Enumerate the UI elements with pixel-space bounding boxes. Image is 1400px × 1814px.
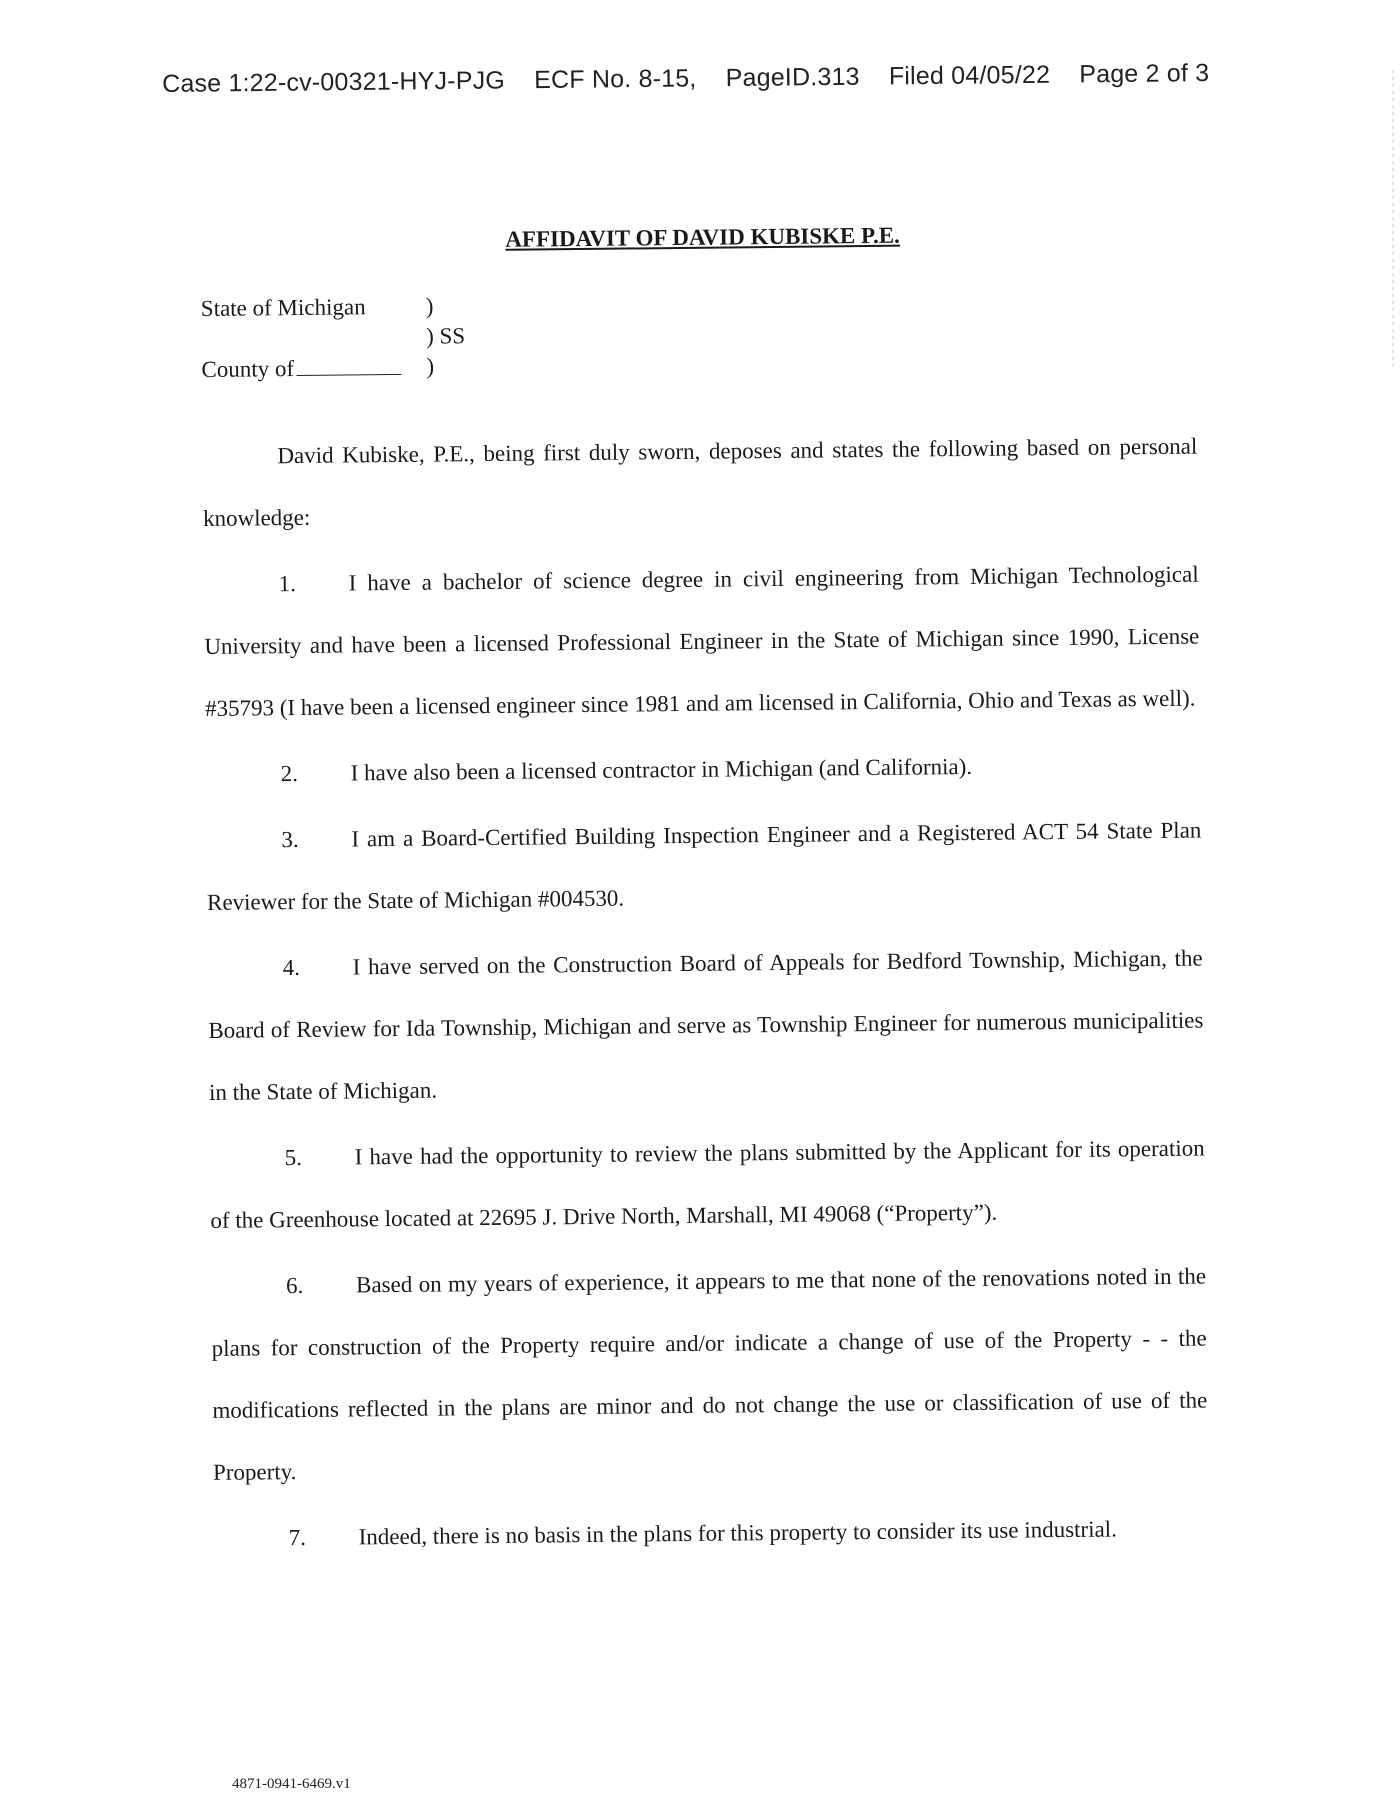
document-title: AFFIDAVIT OF DAVID KUBISKE P.E.	[505, 222, 900, 252]
paragraph-1	[203, 544, 1200, 740]
affidavit-body	[200, 220, 1209, 1574]
venue-state: State of Michigan	[200, 294, 366, 321]
county-blank-line	[296, 354, 401, 376]
paragraph-number: 2.	[280, 761, 299, 787]
page-id: PageID.313	[725, 62, 860, 93]
paragraph-7	[213, 1498, 1209, 1570]
venue-paren-close: )	[426, 353, 435, 379]
venue-county-label: County of	[201, 356, 295, 382]
venue-paren-open: )	[425, 293, 434, 319]
paragraph-text: I have a bachelor of science degree in civil engineering from Michigan Technological University and have been a licensed Professional Engineer in the State of Michigan since 1990, License #35793 (I have been a licensed engineer since 1981 and am licensed in California, Ohio and Texas as well).	[204, 561, 1200, 721]
page-number: Page 2 of 3	[1079, 59, 1210, 89]
paragraph-5	[209, 1118, 1205, 1252]
scan-edge-artifact	[1392, 70, 1394, 370]
paragraph-3	[206, 800, 1202, 934]
paragraph-number: 4.	[282, 954, 301, 981]
paragraph-6	[211, 1246, 1209, 1504]
paragraph-text: I have had the opportunity to review the plans submitted by the Applicant for its operation of the Greenhouse located at 22695 J. Drive North, Marshall, MI 49068 (“Property”).	[210, 1135, 1205, 1233]
venue-county	[201, 354, 401, 383]
paragraph-text: I have also been a licensed contractor in Michigan (and California).	[350, 753, 973, 786]
intro-paragraph: David Kubiske, P.E., being first duly sworn, deposes and states the following based on personal knowledge:	[202, 433, 1198, 531]
paragraph-2	[205, 734, 1201, 806]
paragraph-number: 7.	[288, 1524, 307, 1551]
paragraph-number: 5.	[284, 1144, 303, 1171]
filed-date: Filed 04/05/22	[888, 60, 1051, 91]
paragraph-text: I am a Board-Certified Building Inspection Engineer and a Registered ACT 54 State Plan Reviewer for the State of Michigan #004530.	[206, 817, 1202, 915]
case-number: Case 1:22-cv-00321-HYJ-PJG	[162, 66, 506, 98]
paragraph-text: I have served on the Construction Board of Appeals for Bedford Township, Michigan, the Board of Review for Ida Township, Michigan and serve as Township Engineer for numerous municipalities in the State of Michigan.	[208, 945, 1204, 1105]
venue-block	[201, 286, 1197, 386]
venue-ss: ) SS	[425, 323, 466, 349]
paragraph-4	[207, 928, 1204, 1124]
document-id-footer: 4871-0941-6469.v1	[232, 1776, 351, 1792]
ecf-number: ECF No. 8-15,	[533, 64, 697, 95]
paragraph-number: 3.	[281, 827, 299, 853]
paragraph-number: 6.	[285, 1272, 304, 1299]
paragraph-number: 1.	[278, 571, 297, 597]
paragraph-text: Based on my years of experience, it appears to me that none of the renovations noted in the plans for construction of the Property require and/or indicate a change of use of the Property - - the modifications reflected in the plans are minor and do not change the use or classification of use of the Property.	[211, 1263, 1208, 1485]
case-header	[162, 59, 1212, 99]
paragraph-text: Indeed, there is no basis in the plans for this property to consider its use industrial.	[358, 1516, 1118, 1550]
